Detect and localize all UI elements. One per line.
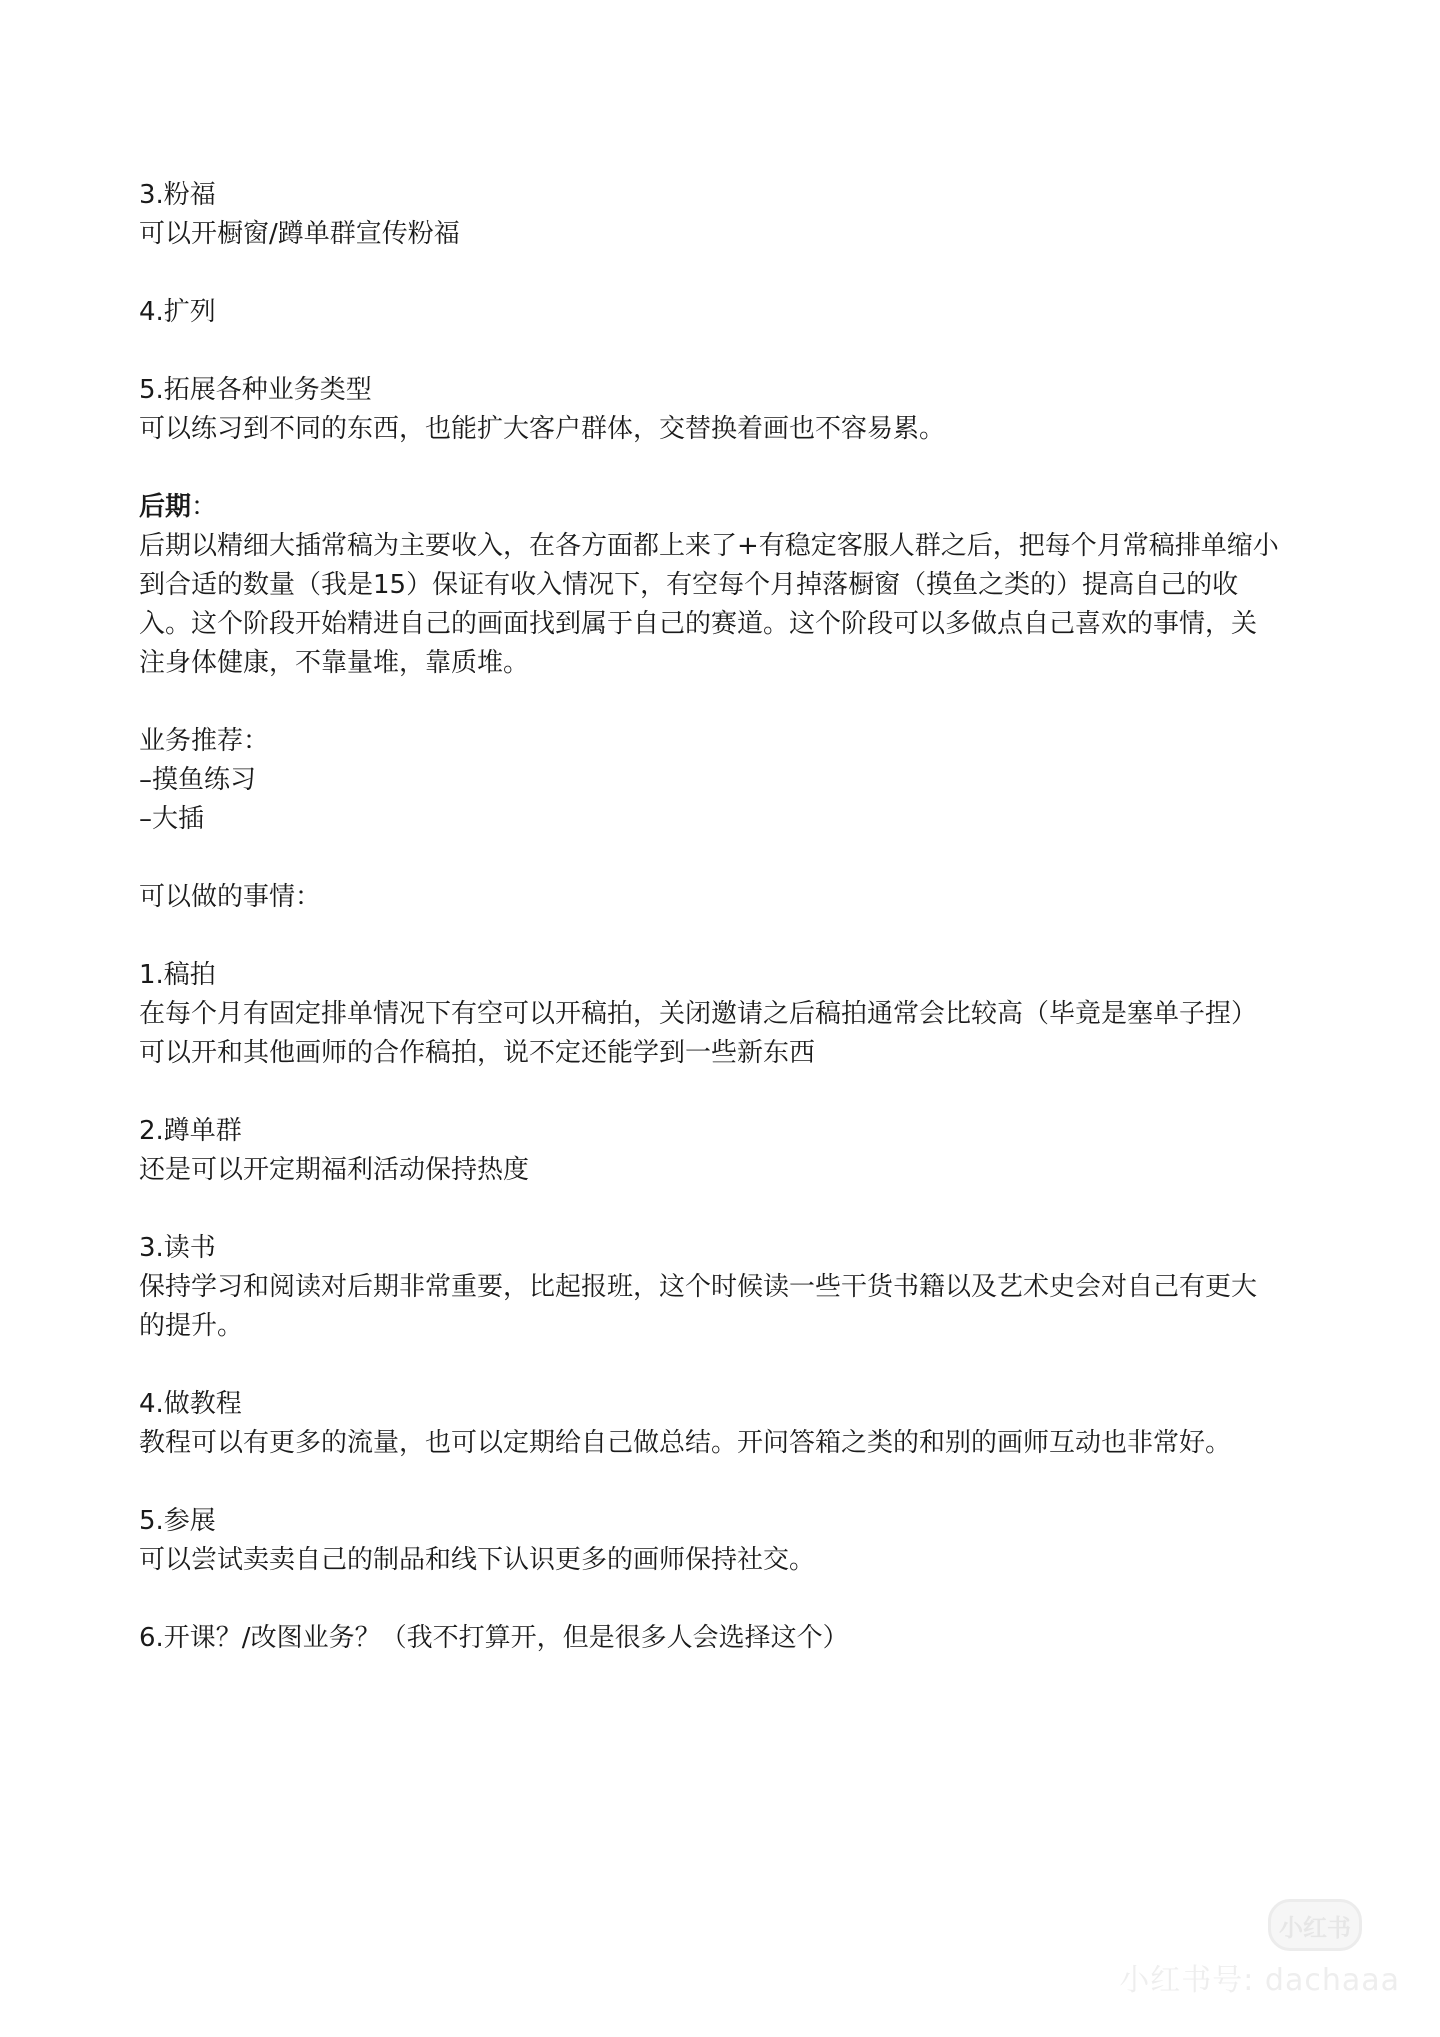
paragraph-line: 保持学习和阅读对后期非常重要，比起报班，这个时候读一些干货书籍以及艺术史会对自己有更大 <box>139 1272 1258 1302</box>
heading-things-to-do: 可以做的事情： <box>139 882 322 912</box>
heading-business-recommend: 业务推荐： <box>139 726 270 756</box>
heading-exhibitions: 5.参展 <box>139 1506 216 1536</box>
paragraph-line: 到合适的数量（我是15）保证有收入情况下，有空每个月掉落橱窗（摸鱼之类的）提高自己的收 <box>139 570 1239 600</box>
list-item: –大插 <box>139 804 205 834</box>
paragraph: 教程可以有更多的流量，也可以定期给自己做总结。开问答箱之类的和别的画师互动也非常好。 <box>139 1428 1232 1458</box>
list-item: –摸鱼练习 <box>139 765 257 795</box>
watermark-user-id: 小红书号: dachaaa <box>1119 1963 1400 1998</box>
document-body <box>139 176 1319 1658</box>
heading-business-types: 5.拓展各种业务类型 <box>139 375 372 405</box>
heading-reading: 3.读书 <box>139 1233 216 1263</box>
heading-fan-welfare: 3.粉福 <box>139 180 216 210</box>
section-heading-later-stage <box>139 488 1319 527</box>
heading-tutorials: 4.做教程 <box>139 1389 242 1419</box>
section-heading-text: 后期 <box>139 492 192 522</box>
paragraph-line: 的提升。 <box>139 1311 244 1341</box>
xiaohongshu-logo: 小红书 <box>1268 1899 1362 1951</box>
paragraph: 还是可以开定期福利活动保持热度 <box>139 1155 530 1185</box>
heading-expand-list: 4.扩列 <box>139 297 216 327</box>
paragraph-line: 入。这个阶段开始精进自己的画面找到属于自己的赛道。这个阶段可以多做点自己喜欢的事情，关 <box>139 609 1258 639</box>
heading-auction: 1.稿拍 <box>139 960 216 990</box>
section-heading-colon: ： <box>191 492 218 522</box>
heading-order-group: 2.蹲单群 <box>139 1116 242 1146</box>
xiaohongshu-watermark <box>1100 1899 1400 2009</box>
paragraph-line: 后期以精细大插常稿为主要收入，在各方面都上来了+有稳定客服人群之后，把每个月常稿排单缩小 <box>139 531 1279 561</box>
paragraph-line: 注身体健康，不靠量堆，靠质堆。 <box>139 648 530 678</box>
paragraph: 可以开橱窗/蹲单群宣传粉福 <box>139 219 460 249</box>
paragraph-line: 在每个月有固定排单情况下有空可以开稿拍，关闭邀请之后稿拍通常会比较高（毕竟是塞单子捏） <box>139 999 1258 1029</box>
heading-courses: 6.开课？/改图业务？（我不打算开，但是很多人会选择这个） <box>139 1623 849 1653</box>
paragraph-line: 可以开和其他画师的合作稿拍，说不定还能学到一些新东西 <box>139 1038 816 1068</box>
paragraph: 可以练习到不同的东西，也能扩大客户群体，交替换着画也不容易累。 <box>139 414 946 444</box>
paragraph: 可以尝试卖卖自己的制品和线下认识更多的画师保持社交。 <box>139 1545 816 1575</box>
